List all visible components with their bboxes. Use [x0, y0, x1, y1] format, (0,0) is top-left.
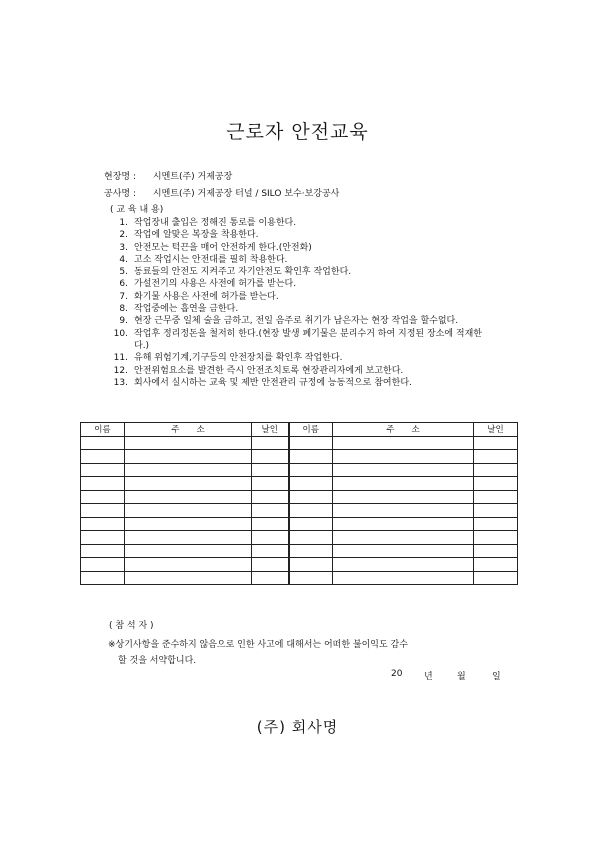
education-heading: ( 교 육 내 용)	[110, 205, 164, 215]
table-row	[81, 558, 518, 572]
column-header-address: 주 소	[333, 423, 474, 437]
seal-cell[interactable]	[252, 544, 289, 558]
date-day-unit: 일	[492, 672, 501, 682]
item-text: 유해 위험기계,기구등의 안전장치를 확인후 작업한다.	[134, 353, 343, 364]
item-text: 작업에 알맞은 복장을 착용한다.	[134, 230, 259, 241]
education-item	[106, 242, 486, 254]
column-header-address: 주 소	[125, 423, 252, 437]
attendees-heading: ( 참 석 자 )	[109, 621, 154, 631]
table-row	[81, 504, 518, 518]
pledge-line: 할 것을 서약합니다.	[118, 656, 197, 666]
site-line	[104, 169, 232, 182]
address-cell[interactable]	[333, 477, 474, 491]
name-cell[interactable]	[81, 544, 125, 558]
name-cell[interactable]	[289, 544, 333, 558]
address-cell[interactable]	[333, 531, 474, 545]
address-cell[interactable]	[333, 463, 474, 477]
education-item	[106, 217, 486, 229]
seal-cell[interactable]	[474, 571, 518, 585]
seal-cell[interactable]	[474, 558, 518, 572]
seal-cell[interactable]	[252, 558, 289, 572]
address-cell[interactable]	[333, 571, 474, 585]
item-number: 12.	[113, 365, 128, 376]
education-item	[106, 377, 486, 389]
education-item	[106, 266, 486, 278]
address-cell[interactable]	[125, 544, 252, 558]
name-cell[interactable]	[81, 477, 125, 491]
address-cell[interactable]	[333, 504, 474, 518]
table-row	[81, 517, 518, 531]
name-cell[interactable]	[81, 517, 125, 531]
item-number: 4.	[119, 254, 128, 265]
seal-cell[interactable]	[474, 477, 518, 491]
education-item	[106, 315, 486, 327]
table-row	[81, 571, 518, 585]
seal-cell[interactable]	[252, 504, 289, 518]
item-number: 7.	[119, 291, 128, 302]
attendance-table	[80, 422, 518, 585]
education-item	[106, 328, 486, 353]
address-cell[interactable]	[333, 517, 474, 531]
seal-cell[interactable]	[474, 504, 518, 518]
item-number: 5.	[119, 267, 128, 278]
item-number: 9.	[119, 316, 128, 327]
name-cell[interactable]	[289, 463, 333, 477]
document-title: 근로자 안전교육	[226, 121, 369, 143]
column-header-name: 이름	[289, 423, 333, 437]
column-header-name: 이름	[81, 423, 125, 437]
seal-cell[interactable]	[474, 531, 518, 545]
item-text: 가설전기의 사용은 사전에 허가를 받는다.	[134, 279, 297, 290]
education-item	[106, 303, 486, 315]
seal-cell[interactable]	[252, 450, 289, 464]
item-text: 회사에서 실시하는 교육 및 제반 안전관리 규정에 능동적으로 참여한다.	[134, 377, 412, 388]
name-cell[interactable]	[289, 571, 333, 585]
item-number: 6.	[119, 279, 128, 290]
education-item	[106, 278, 486, 290]
project-value: 시멘트(주) 거제공장 터널 / SILO 보수·보강공사	[152, 189, 340, 199]
table-row	[81, 531, 518, 545]
seal-cell[interactable]	[252, 531, 289, 545]
address-cell[interactable]	[125, 450, 252, 464]
seal-cell[interactable]	[252, 571, 289, 585]
address-cell[interactable]	[333, 544, 474, 558]
address-cell[interactable]	[125, 436, 252, 450]
name-cell[interactable]	[289, 450, 333, 464]
seal-cell[interactable]	[252, 517, 289, 531]
name-cell[interactable]	[289, 504, 333, 518]
name-cell[interactable]	[81, 558, 125, 572]
address-cell[interactable]	[125, 571, 252, 585]
pledge-text	[108, 637, 508, 669]
table-row	[81, 436, 518, 450]
item-text: 안전모는 턱끈을 매어 안전하게 한다.(안전화)	[134, 242, 312, 253]
project-label: 공사명 :	[104, 189, 136, 199]
name-cell[interactable]	[289, 477, 333, 491]
item-text: 작업장내 출입은 정해진 통로를 이용한다.	[134, 218, 297, 228]
education-item	[106, 229, 486, 241]
education-item	[106, 291, 486, 303]
column-header-seal: 날인	[252, 423, 289, 437]
item-number: 1.	[119, 218, 128, 228]
seal-cell[interactable]	[252, 463, 289, 477]
address-cell[interactable]	[333, 490, 474, 504]
name-cell[interactable]	[289, 436, 333, 450]
seal-cell[interactable]	[474, 544, 518, 558]
name-cell[interactable]	[81, 463, 125, 477]
address-cell[interactable]	[125, 477, 252, 491]
seal-cell[interactable]	[474, 490, 518, 504]
name-cell[interactable]	[81, 436, 125, 450]
item-number: 2.	[119, 230, 128, 241]
education-item	[106, 352, 486, 364]
item-number: 10.	[113, 328, 128, 339]
address-cell[interactable]	[333, 558, 474, 572]
education-item	[106, 365, 486, 377]
address-cell[interactable]	[125, 517, 252, 531]
address-cell[interactable]	[125, 463, 252, 477]
site-value: 시멘트(주) 거제공장	[152, 172, 233, 182]
seal-cell[interactable]	[252, 436, 289, 450]
education-items-list	[106, 217, 486, 389]
name-cell[interactable]	[289, 517, 333, 531]
column-header-seal: 날인	[474, 423, 518, 437]
seal-cell[interactable]	[252, 477, 289, 491]
item-number: 8.	[119, 304, 128, 315]
name-cell[interactable]	[81, 490, 125, 504]
name-cell[interactable]	[81, 450, 125, 464]
address-cell[interactable]	[125, 531, 252, 545]
name-cell[interactable]	[81, 504, 125, 518]
item-number: 13.	[113, 377, 128, 388]
table-row	[81, 477, 518, 491]
item-text: 작업후 정리정돈을 철저히 한다.(현장 발생 폐기물은 분리수거 하여 지정된 장소에 적재한다.)	[134, 328, 482, 351]
table-row	[81, 490, 518, 504]
table-row	[81, 463, 518, 477]
seal-cell[interactable]	[252, 490, 289, 504]
date-year: 20	[391, 669, 403, 679]
company-name: (주) 회사명	[256, 718, 339, 736]
name-cell[interactable]	[289, 490, 333, 504]
item-number: 11.	[113, 353, 128, 364]
item-text: 고소 작업시는 안전대를 필히 착용한다.	[134, 254, 288, 265]
address-cell[interactable]	[125, 504, 252, 518]
item-text: 화기물 사용은 사전에 허가를 받는다.	[134, 291, 279, 302]
address-cell[interactable]	[125, 490, 252, 504]
seal-cell[interactable]	[474, 463, 518, 477]
item-text: 안전위험요소를 발견한 즉시 안전조치토록 현장관리자에게 보고한다.	[134, 365, 404, 376]
date-year-unit: 년	[424, 672, 433, 682]
address-cell[interactable]	[333, 436, 474, 450]
item-text: 동료들의 안전도 지켜주고 자기안전도 확인후 작업한다.	[134, 267, 352, 278]
seal-cell[interactable]	[474, 517, 518, 531]
site-label: 현장명 :	[104, 172, 136, 182]
item-number: 3.	[119, 242, 128, 253]
date-month-unit: 월	[457, 672, 466, 682]
table-row	[81, 544, 518, 558]
seal-cell[interactable]	[474, 450, 518, 464]
name-cell[interactable]	[81, 571, 125, 585]
education-item	[106, 254, 486, 266]
table-header-row	[81, 423, 518, 437]
item-text: 현장 근무중 일체 술을 금하고, 전일 음주로 취기가 남은자는 현장 작업을 할수없다.	[134, 316, 459, 327]
project-line	[104, 186, 339, 199]
pledge-line: ※상기사항을 준수하지 않음으로 인한 사고에 대해서는 어떠한 불이익도 감수	[108, 640, 408, 650]
item-text: 작업중에는 흡연을 금한다.	[134, 304, 239, 315]
address-cell[interactable]	[125, 558, 252, 572]
name-cell[interactable]	[289, 558, 333, 572]
address-cell[interactable]	[333, 450, 474, 464]
name-cell[interactable]	[289, 531, 333, 545]
table-row	[81, 450, 518, 464]
seal-cell[interactable]	[474, 436, 518, 450]
name-cell[interactable]	[81, 531, 125, 545]
